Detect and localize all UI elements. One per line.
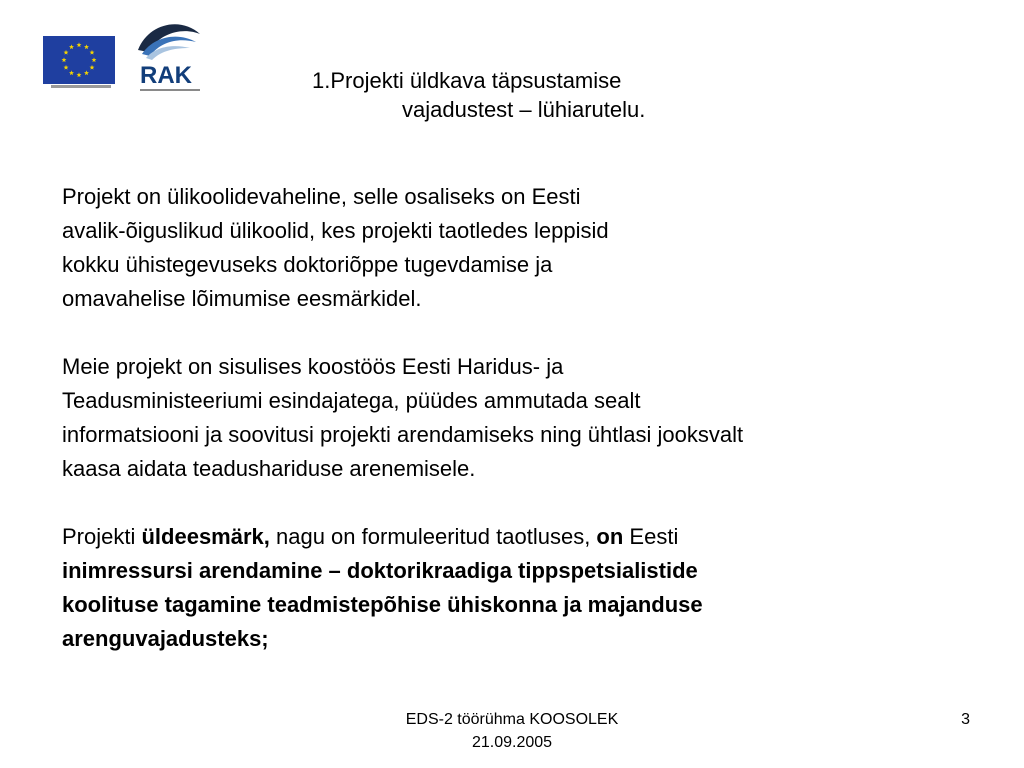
paragraph-2: Meie projekt on sisulises koostöös Eesti Haridus- ja Teadusministeeriumi esindajatega, püüdes ammutada sealt informatsiooni ja soovitusi projekti arendamiseks ning ühtlasi jooksvalt kaasa aidata teadushariduse arenemisele. bbox=[62, 354, 744, 481]
eu-star-icon bbox=[77, 72, 82, 77]
paragraph-3 bbox=[62, 520, 962, 656]
paragraph-1: Projekt on ülikoolidevaheline, selle osaliseks on Eesti avalik-õiguslikud ülikoolid, kes projekti taotledes leppisid kokku ühistegevuseks doktoriõppe tugevdamise ja omavahelise lõimumise eesmärkidel. bbox=[62, 184, 609, 311]
p3-text-1: Projekti bbox=[62, 524, 142, 549]
eu-star-icon bbox=[69, 44, 74, 49]
eu-flag-logo bbox=[43, 36, 115, 92]
p3-bold-goal: üldeesmärk, bbox=[141, 524, 270, 549]
footer-meeting-info bbox=[370, 708, 654, 754]
eu-star-icon bbox=[64, 50, 69, 55]
eu-star-icon bbox=[92, 57, 97, 62]
p3-bold-line-4: arenguvajadusteks; bbox=[62, 626, 269, 651]
footer-line-1: EDS-2 töörühma KOOSOLEK bbox=[405, 711, 619, 728]
p3-text-5: Eesti bbox=[623, 524, 679, 549]
rak-logo bbox=[134, 16, 202, 96]
p3-bold-line-2: inimressursi arendamine – doktorikraadiga tippspetsialistide bbox=[62, 558, 698, 583]
slide-body bbox=[62, 180, 962, 656]
rak-logo-text: RAK bbox=[140, 62, 192, 89]
eu-star-icon bbox=[90, 65, 95, 70]
page-number: 3 bbox=[961, 711, 970, 728]
slide-title bbox=[300, 66, 780, 124]
eu-star-icon bbox=[62, 57, 67, 62]
eu-stars bbox=[43, 36, 115, 84]
p3-bold-on: on bbox=[596, 524, 624, 549]
eu-star-icon bbox=[84, 44, 89, 49]
eu-flag-icon bbox=[43, 36, 115, 84]
eu-star-icon bbox=[69, 70, 74, 75]
rak-logo-subtext bbox=[140, 89, 200, 91]
rak-logo-icon bbox=[134, 16, 202, 62]
eu-star-icon bbox=[84, 70, 89, 75]
p3-bold-line-3: koolituse tagamine teadmistepõhise ühiskonna ja majanduse bbox=[62, 592, 703, 617]
eu-logo-caption bbox=[51, 85, 111, 88]
p3-text-3: nagu on formuleeritud taotluses, bbox=[269, 524, 597, 549]
eu-star-icon bbox=[77, 42, 82, 47]
eu-star-icon bbox=[64, 65, 69, 70]
title-line-1: 1.Projekti üldkava täpsustamise bbox=[312, 68, 622, 93]
eu-star-icon bbox=[90, 50, 95, 55]
footer-date: 21.09.2005 bbox=[471, 734, 553, 751]
title-line-2: vajadustest – lühiarutelu. bbox=[402, 97, 646, 122]
